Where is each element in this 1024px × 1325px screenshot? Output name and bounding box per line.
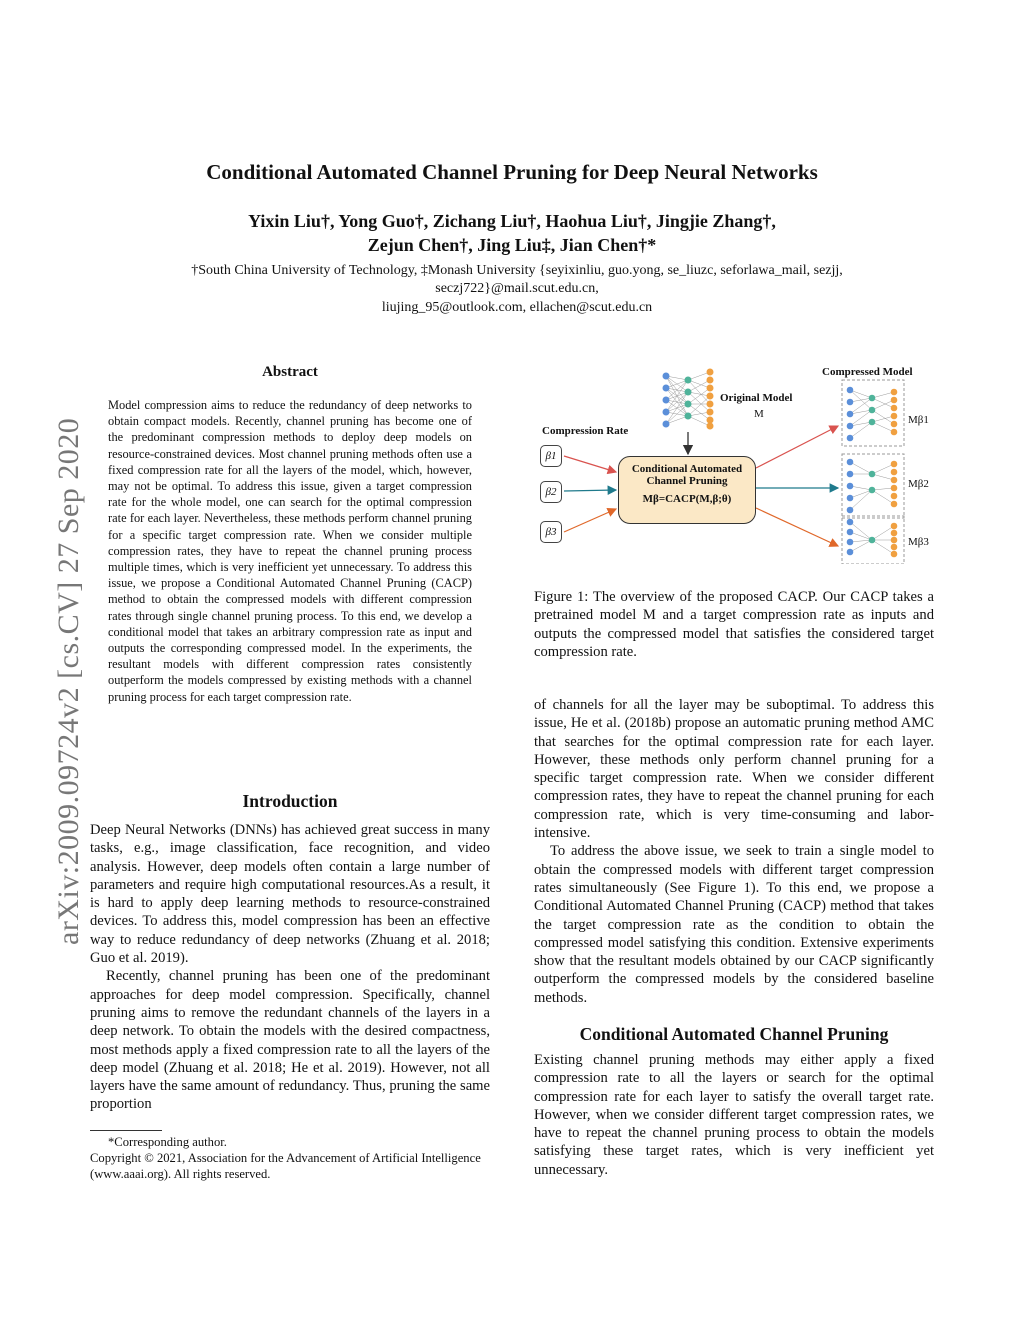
original-model-label: Original Model (720, 392, 793, 404)
cacp-section-heading: Conditional Automated Channel Pruning (579, 1024, 889, 1044)
corresponding-author-note: *Corresponding author. (108, 1135, 227, 1149)
compression-rate-label: Compression Rate (542, 425, 629, 437)
right-paragraph-2: To address the above issue, we seek to train a single model to obtain the compressed models with different target compression rates simultaneously (See Figure 1). To this end, we propose a Conditional Automated Channel Pruning (CACP) method that takes the target compression rate as the condition to obtain the compressed model satisfying this condition. Extensive experiments show that the resultant models obtained by our CACP significantly outperform the compressed models by the considered baseline methods. (534, 843, 934, 1006)
cacp-box (618, 456, 756, 524)
authors-line-1: Yixin Liu†, Yong Guo†, Zichang Liu†, Haohua Liu†, Jingjie Zhang†, (248, 211, 776, 231)
output-model-3-label: Mβ3 (908, 536, 929, 548)
right-paragraph-1: of channels for all the layer may be suboptimal. To address this issue, He et al. (2018b) propose an automatic pruning method AMC that searches for the optimal compression rate for each layer. However, these methods only perform channel pruning for a specific target compression rate. When we consider different compression rates, they have to repeat the channel pruning for each compression rate, which is very time-consuming and labor-intensive. (534, 697, 934, 842)
authors-line-2: Zejun Chen†, Jing Liu‡, Jian Chen†* (367, 235, 657, 255)
paper-title: Conditional Automated Channel Pruning for Deep Neural Networks (206, 160, 818, 184)
beta-1-box: β1 (540, 445, 562, 467)
cacp-title-line-2: Channel Pruning (646, 475, 728, 487)
beta-2-box: β2 (540, 481, 562, 503)
figure-1-caption: Figure 1: The overview of the proposed CACP. Our CACP takes a pretrained model M and a target compression rate as inputs and outputs the compressed model that satisfies the considered target compression rate. (534, 589, 934, 660)
cacp-title-line-1: Conditional Automated (631, 463, 743, 475)
right-paragraph-3: Existing channel pruning methods may either apply a fixed compression rate to all the layers or search for the optimal compression rate for each layer to satisfy the overall target rate. However, when we consider different target compression rates, we have to repeat the channel pruning process to obtain the models satisfying these target rates, which is very inefficient yet unnecessary. (534, 1052, 934, 1178)
affiliation-line-1: †South China University of Technology, ‡Monash University {seyixinliu, guo.yong, se_liuzc, seforlawa_mail, sezjj, (191, 263, 843, 278)
arxiv-sidebar-id: arXiv:2009.09724v2 [cs.CV] 27 Sep 2020 (52, 417, 85, 945)
introduction-heading: Introduction (242, 791, 338, 811)
copyright-notice: Copyright © 2021, Association for the Advancement of Artificial Intelligence (www.aaai.org). All rights reserved. (90, 1151, 481, 1181)
introduction-paragraph-2: Recently, channel pruning has been one of the predominant approaches for deep model compression. Specifically, channel pruning aims to remove the redundant channels of the layers in a deep network. To obtain the models with the desired compactness, most methods apply a fixed compression rate to all the layers of the deep model (Zhuang et al. 2018; He et al. 2019). However, not all layers have the same amount of redundancy. Thus, pruning the same proportion (90, 968, 490, 1113)
abstract-text: Model compression aims to reduce the redundancy of deep networks to obtain compact models. Recently, channel pruning has become one of the predominant compression methods to deploy deep models on resource-constrained devices. Most channel pruning methods often use a fixed compression rate for all the layers of the model, which, however, may not be optimal. To address this issue, given a target compression rate for the whole model, one can search for the optimal compression rate for each layer. Nevertheless, these methods perform channel pruning for a specific target compression rate. When we consider multiple compression rates, they have to repeat the channel pruning process multiple times, which is very inefficient yet unnecessary. To address this issue, we propose a Conditional Automated Channel Pruning (CACP) method to obtain the compressed models with different compression rates through single channel pruning process. To this end, we develop a conditional model that takes an arbitrary compression rate as input and outputs the corresponding compressed model. In the experiments, the resultant models with different compression rates consistently outperform the models compressed by existing methods with a channel pruning process for each target compression rate. (108, 398, 472, 704)
affiliation-line-3: liujing_95@outlook.com, ellachen@scut.edu.cn (381, 300, 653, 315)
compressed-model-1 (842, 380, 904, 446)
figure-1 (536, 364, 930, 564)
compressed-model-2 (842, 454, 904, 518)
affiliation-line-2: seczj722}@mail.scut.edu.cn, (435, 281, 599, 296)
output-model-2-label: Mβ2 (908, 478, 929, 490)
cacp-section-body (534, 1051, 934, 1179)
beta1-arrow (564, 456, 616, 472)
cacp-formula: Mβ=CACP(M,β;θ) (642, 493, 732, 505)
beta2-arrow (564, 490, 616, 491)
compressed-model-3 (842, 516, 904, 564)
output3-arrow (756, 508, 838, 546)
compressed-model-label: Compressed Model (822, 366, 913, 378)
output-model-1-label: Mβ1 (908, 414, 929, 426)
introduction-paragraph-1: Deep Neural Networks (DNNs) has achieved great success in many tasks, e.g., image classification, face recognition, and video analysis. However, deep models often contain a large number of parameters and require high computational resources.As a result, it is hard to apply deep learning methods to resource-constrained devices. To address this, model compression has been an effective way to reduce redundancy of deep networks (Zhuang et al. 2018; Guo et al. 2019). (90, 822, 490, 967)
original-model-symbol: M (754, 408, 764, 420)
beta-3-box: β3 (540, 521, 562, 543)
output1-arrow (756, 426, 838, 468)
footnote-rule (90, 1130, 162, 1131)
right-column-body (534, 696, 934, 1007)
abstract-heading: Abstract (262, 364, 318, 380)
beta3-arrow (564, 509, 616, 532)
footnote (90, 1130, 490, 1182)
introduction-body (90, 821, 490, 1114)
